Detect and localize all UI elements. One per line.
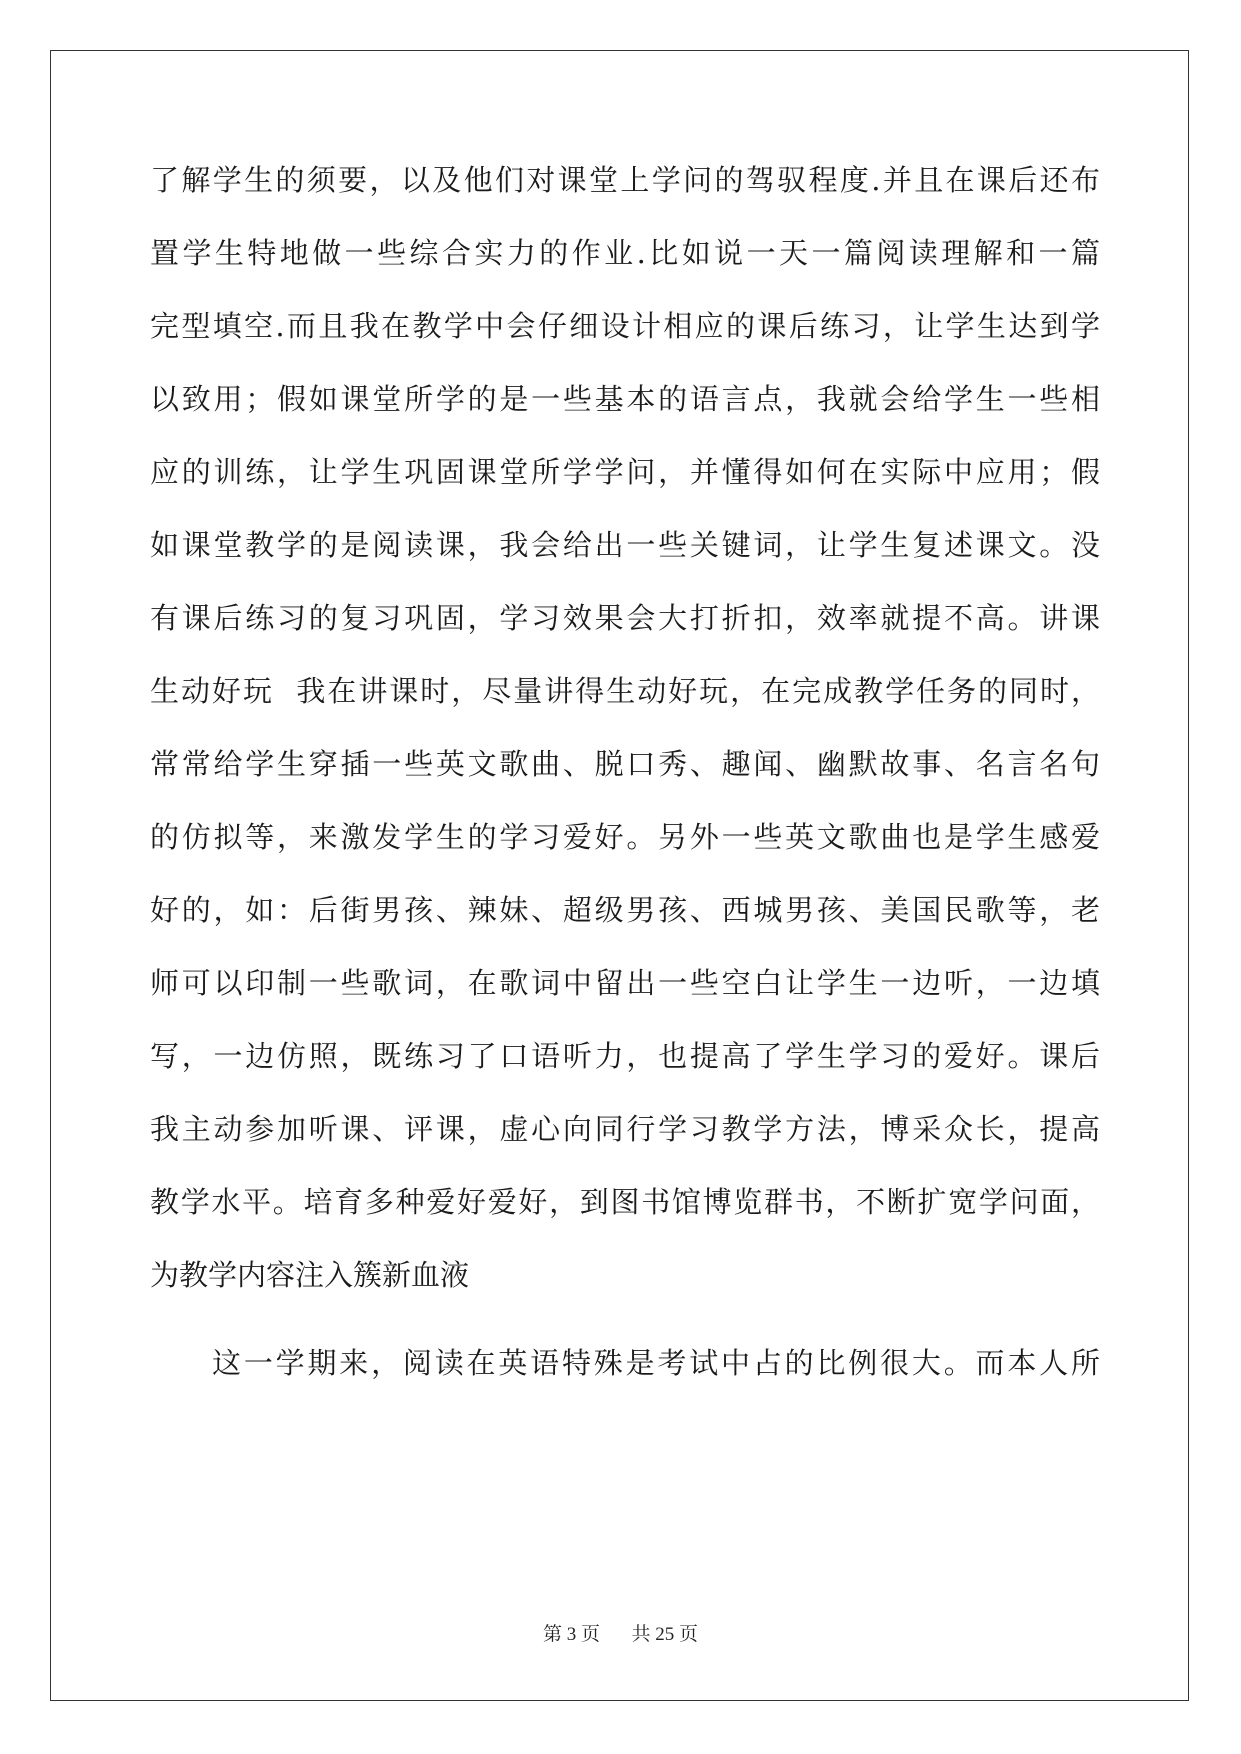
page-border xyxy=(50,50,1189,1701)
text-line: 应的训练，让学生巩固课堂所学学问，并懂得如何在实际中应用；假 xyxy=(150,455,1100,489)
page-footer xyxy=(0,1622,1241,1648)
text-line: 写，一边仿照，既练习了口语听力，也提高了学生学习的爱好。课后 xyxy=(150,1039,1100,1073)
text-line: 了解学生的须要，以及他们对课堂上学问的驾驭程度.并且在课后还布 xyxy=(150,163,1100,197)
text-line-paragraph-end: 为教学内容注入簇新血液 xyxy=(150,1258,470,1292)
text-line: 置学生特地做一些综合实力的作业.比如说一天一篇阅读理解和一篇 xyxy=(150,236,1100,270)
text-line: 以致用；假如课堂所学的是一些基本的语言点，我就会给学生一些相 xyxy=(150,382,1100,416)
text-line-new-paragraph: 这一学期来，阅读在英语特殊是考试中占的比例很大。而本人所 xyxy=(212,1346,1100,1380)
text-line: 好的，如：后街男孩、辣妹、超级男孩、西城男孩、美国民歌等，老 xyxy=(150,893,1100,927)
text-line: 如课堂教学的是阅读课，我会给出一些关键词，让学生复述课文。没 xyxy=(150,528,1100,562)
text-line: 有课后练习的复习巩固，学习效果会大打折扣，效率就提不高。讲课 xyxy=(150,601,1100,635)
text-line: 教学水平。培育多种爱好爱好，到图书馆博览群书，不断扩宽学问面， xyxy=(150,1185,1100,1219)
page-number: 第 3 页 xyxy=(542,1624,600,1645)
text-line: 常常给学生穿插一些英文歌曲、脱口秀、趣闻、幽默故事、名言名句 xyxy=(150,747,1100,781)
page-total: 共 25 页 xyxy=(631,1624,699,1645)
text-line: 我主动参加听课、评课，虚心向同行学习教学方法，博采众长，提高 xyxy=(150,1112,1100,1146)
text-line: 的仿拟等，来激发学生的学习爱好。另外一些英文歌曲也是学生感爱 xyxy=(150,820,1100,854)
text-line: 生动好玩 我在讲课时，尽量讲得生动好玩，在完成教学任务的同时， xyxy=(150,674,1100,708)
text-line: 完型填空.而且我在教学中会仔细设计相应的课后练习，让学生达到学 xyxy=(150,309,1100,343)
text-line: 师可以印制一些歌词，在歌词中留出一些空白让学生一边听，一边填 xyxy=(150,966,1100,1000)
